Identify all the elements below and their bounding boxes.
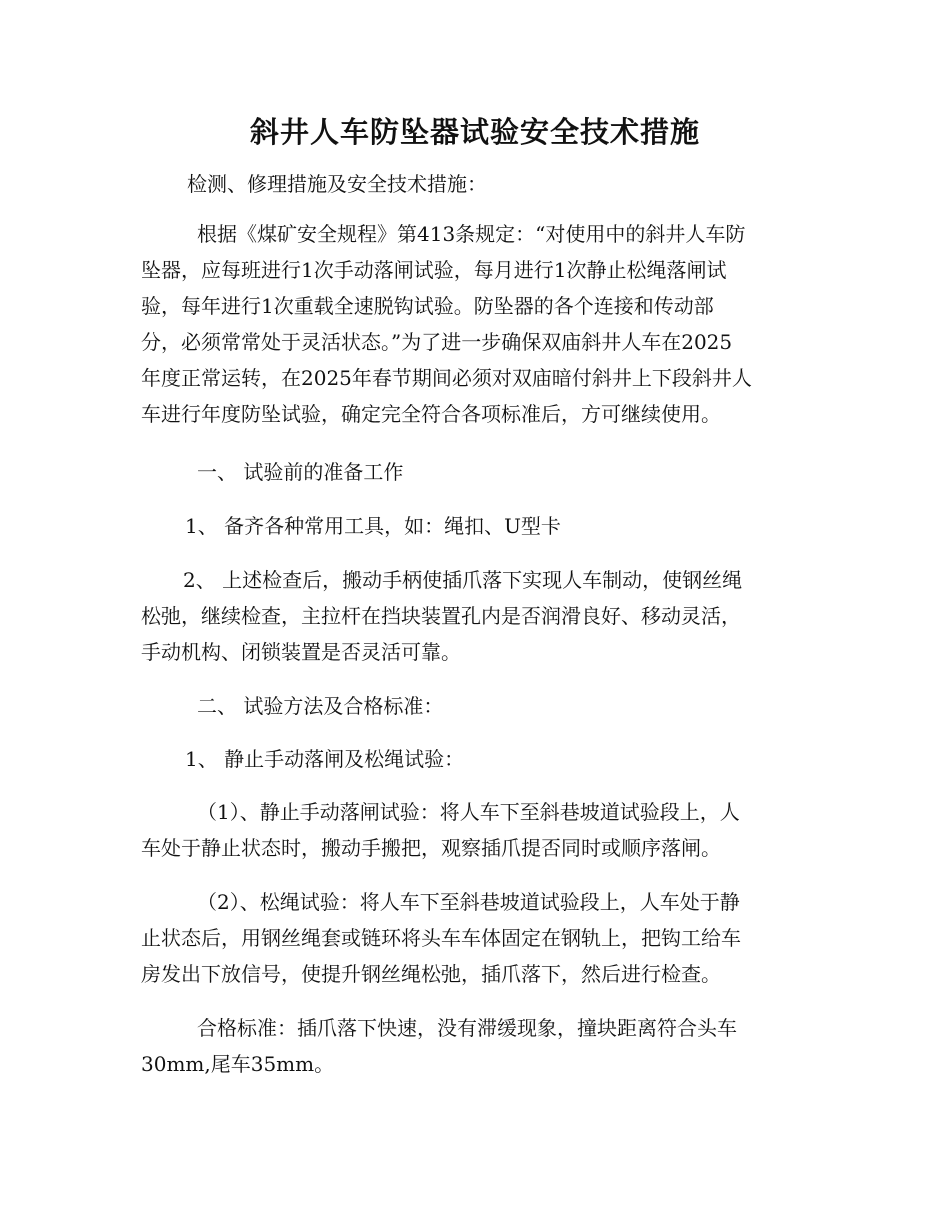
paragraph-line: 2、 上述检查后，搬动手柄使插爪落下实现人车制动，使钢丝绳	[183, 568, 743, 592]
paragraph-line: 合格标准：插爪落下快速，没有滞缓现象，撞块距离符合头车	[197, 1016, 737, 1040]
paragraph-line: 验，每年进行1次重载全速脱钩试验。防坠器的各个连接和传动部	[141, 294, 714, 318]
section-1-item-1	[141, 508, 809, 544]
sub-item-1	[141, 794, 809, 866]
list-item-text: 1、 备齐各种常用工具，如：绳扣、U型卡	[185, 514, 561, 538]
regulation-paragraph	[141, 216, 809, 432]
section-1-heading	[141, 454, 809, 490]
paragraph-line: 分，必须常常处于灵活状态。”为了进一步确保双庙斜井人车在2025	[141, 330, 733, 354]
section-1-item-2	[141, 562, 809, 670]
document-title: 斜井人车防坠器试验安全技术措施	[249, 115, 700, 149]
paragraph-line: 止状态后，用钢丝绳套或链环将头车车体固定在钢轨上，把钩工给车	[141, 926, 741, 950]
qualification-standard	[141, 1010, 809, 1082]
paragraph-line: 根据《煤矿安全规程》第413条规定：“对使用中的斜井人车防	[197, 222, 746, 246]
paragraph-line: （2）、松绳试验：将人车下至斜巷坡道试验段上，人车处于静	[197, 890, 740, 914]
sub-item-2	[141, 884, 809, 992]
paragraph-line: 车处于静止状态时，搬动手搬把，观察插爪提否同时或顺序落闸。	[141, 836, 721, 860]
paragraph-line: 年度正常运转，在2025年春节期间必须对双庙暗付斜井上下段斜井人	[141, 366, 752, 390]
paragraph-line: 车进行年度防坠试验，确定完全符合各项标准后，方可继续使用。	[141, 402, 721, 426]
paragraph-line: 坠器，应每班进行1次手动落闸试验，每月进行1次静止松绳落闸试	[141, 258, 727, 282]
list-item-text: 1、 静止手动落闸及松绳试验：	[185, 747, 465, 771]
paragraph-line: （1）、静止手动落闸试验：将人车下至斜巷坡道试验段上，人	[197, 800, 740, 824]
intro-heading-text: 检测、修理措施及安全技术措施：	[187, 172, 487, 196]
section-2-heading	[141, 688, 809, 724]
paragraph-line: 房发出下放信号，使提升钢丝绳松弛，插爪落下，然后进行检查。	[141, 962, 721, 986]
paragraph-line: 松弛，继续检查，主拉杆在挡块装置孔内是否润滑良好、移动灵活，	[141, 604, 741, 628]
paragraph-line: 手动机构、闭锁装置是否灵活可靠。	[141, 640, 461, 664]
section-heading-text: 一、 试验前的准备工作	[197, 460, 404, 484]
section-heading-text: 二、 试验方法及合格标准：	[197, 694, 444, 718]
intro-heading	[141, 166, 809, 202]
paragraph-line: 30mm,尾车35mm。	[141, 1052, 335, 1076]
section-2-item-1	[141, 741, 809, 777]
